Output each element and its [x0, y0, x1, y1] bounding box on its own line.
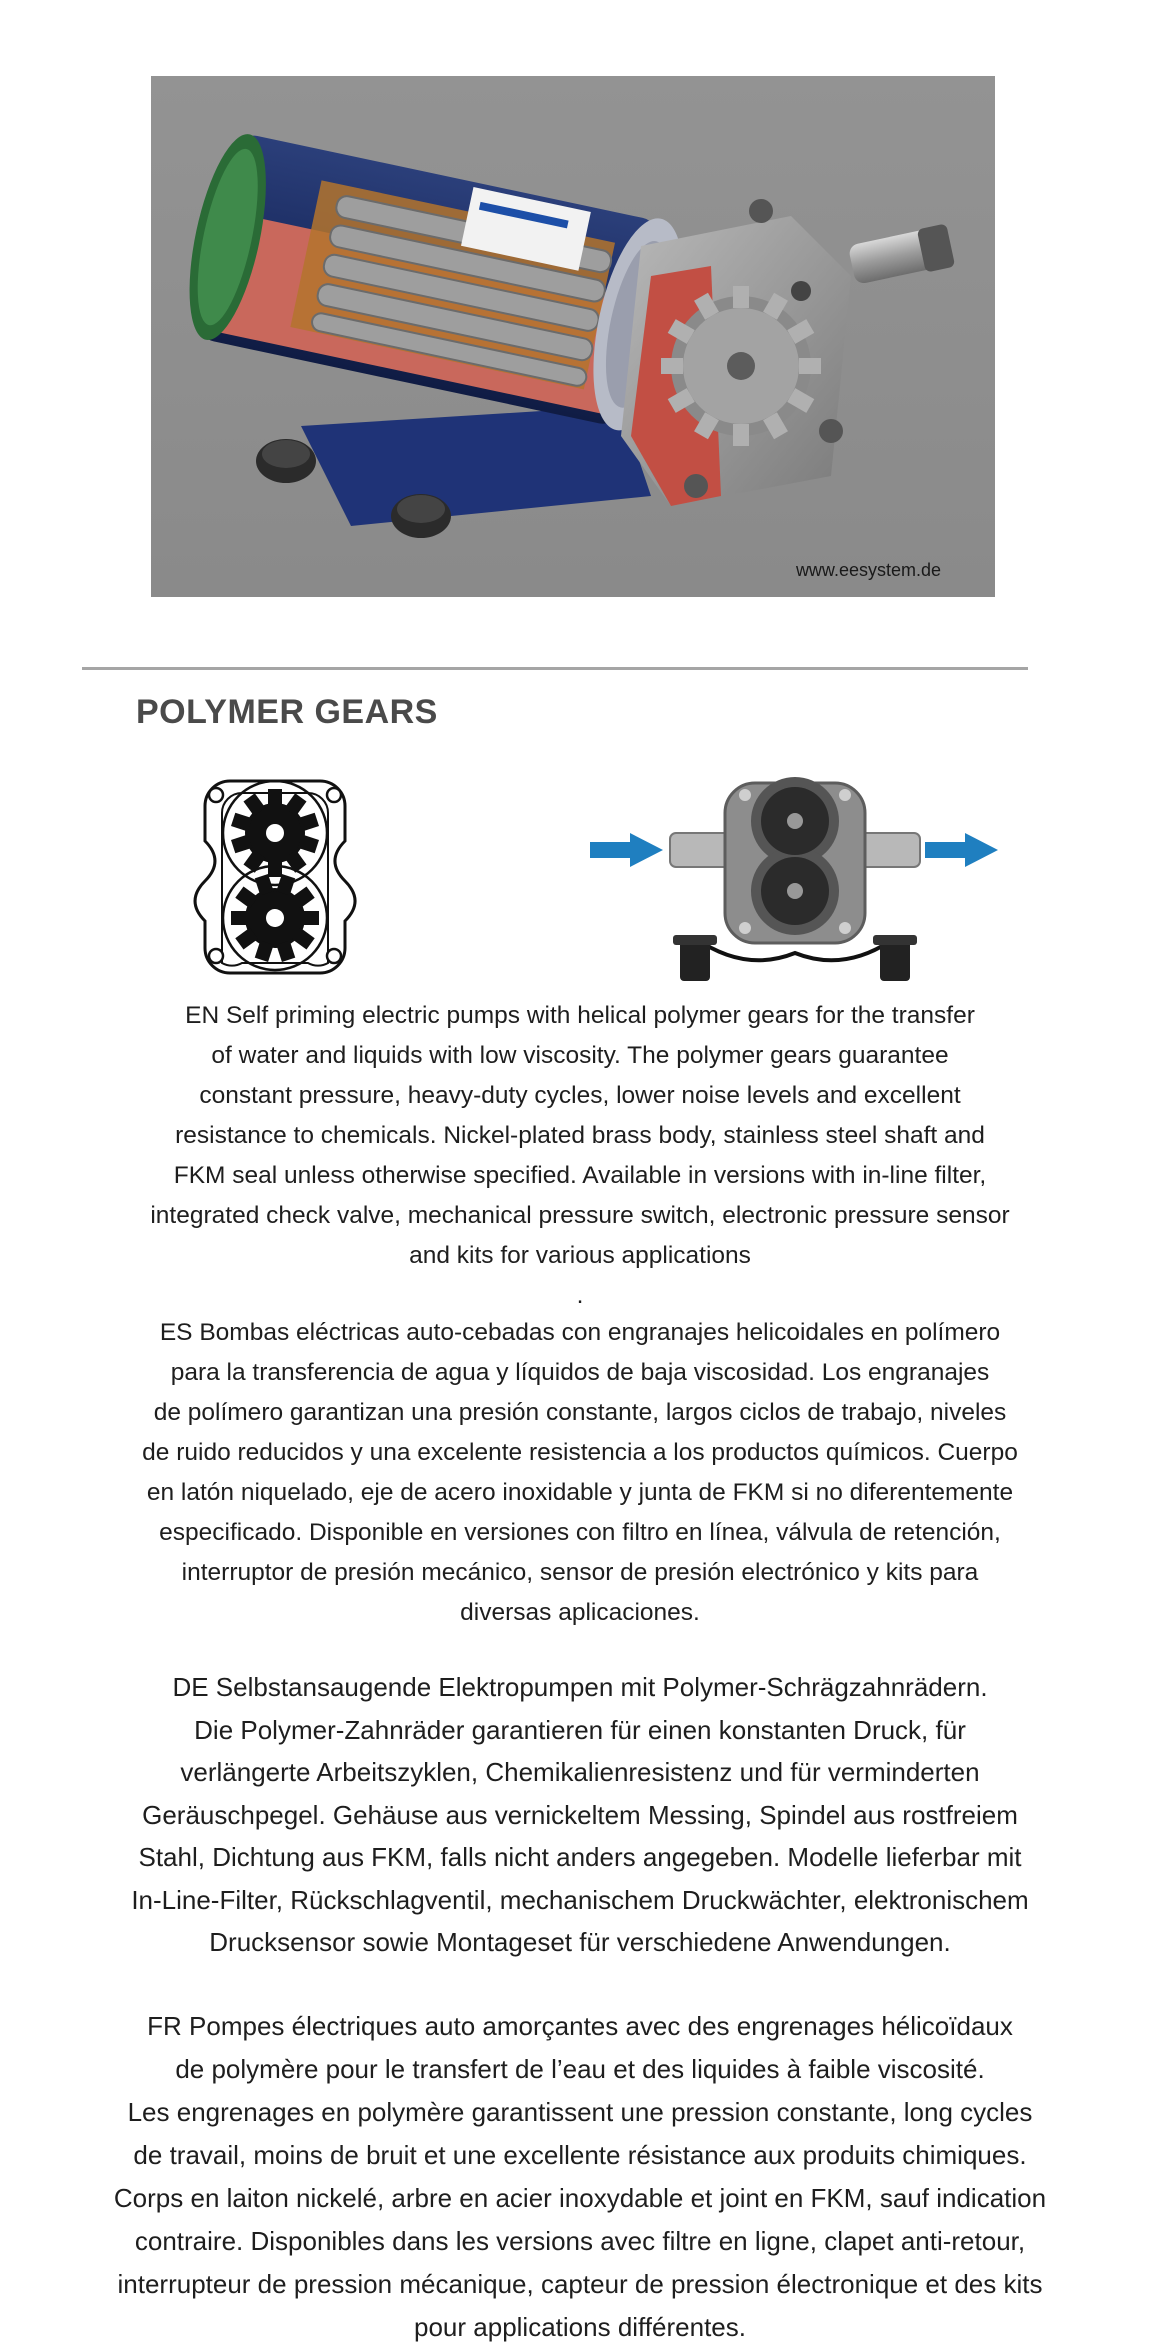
description-line: Corps en laiton nickelé, arbre en acier inoxydable et joint en FKM, sauf indication: [113, 2183, 1047, 2213]
description-fr: [60, 2005, 1100, 2349]
pump-cutaway-image: [151, 76, 995, 597]
pump-flow-icon: [585, 763, 1005, 998]
description-line: de polymère pour le transfert de l’eau et des liquides à faible viscosité.: [175, 2054, 985, 2084]
description-line: FKM seal unless otherwise specified. Available in versions with in-line filter,: [173, 1162, 987, 1189]
description-line: de travail, moins de bruit et une excellente résistance aux produits chimiques.: [133, 2140, 1027, 2170]
outlet-arrow-icon: [925, 833, 998, 867]
separator-dot: .: [576, 1282, 584, 1309]
description-line: resistance to chemicals. Nickel-plated brass body, stainless steel shaft and: [175, 1122, 985, 1149]
description-line: en latón niquelado, eje de acero inoxidable y junta de FKM si no diferentemente: [146, 1479, 1014, 1506]
description-line: ES Bombas eléctricas auto-cebadas con engranajes helicoidales en polímero: [159, 1319, 1001, 1346]
description-line: of water and liquids with low viscosity. The polymer gears guarantee: [211, 1042, 949, 1069]
description-line: de polímero garantizan una presión constante, largos ciclos de trabajo, niveles: [153, 1399, 1007, 1426]
description-line: para la transferencia de agua y líquidos de baja viscosidad. Los engranajes: [170, 1359, 990, 1386]
description-line: and kits for various applications: [409, 1242, 751, 1269]
description-line: interruptor de presión mecánico, sensor de presión electrónico y kits para: [181, 1559, 979, 1586]
description-line: Geräuschpegel. Gehäuse aus vernickeltem Messing, Spindel aus rostfreiem: [142, 1799, 1018, 1830]
description-de: [60, 1666, 1100, 1964]
description-line: diversas aplicaciones.: [460, 1599, 700, 1626]
section-title: POLYMER GEARS: [136, 693, 438, 731]
description-line: Die Polymer-Zahnräder garantieren für einen konstanten Druck, für: [194, 1714, 966, 1745]
description-line: Stahl, Dichtung aus FKM, falls nicht anders angegeben. Modelle lieferbar mit: [138, 1842, 1022, 1872]
description-line: especificado. Disponible en versiones con filtro en línea, válvula de retención,: [159, 1519, 1001, 1546]
description-line: contraire. Disponibles dans les versions avec filtre en ligne, clapet anti-retour,: [134, 2226, 1026, 2256]
description-line: pour applications différentes.: [414, 2312, 746, 2342]
gear-pair-icon: [190, 773, 360, 983]
description-line: Drucksensor sowie Montageset für verschiedene Anwendungen.: [209, 1927, 951, 1957]
watermark-text: www.eesystem.de: [795, 560, 941, 580]
description-line: verlängerte Arbeitszyklen, Chemikalienresistenz und für verminderten: [180, 1757, 980, 1787]
section-divider: [82, 667, 1028, 670]
pump-cutaway-illustration: [151, 76, 995, 597]
description-line: integrated check valve, mechanical pressure switch, electronic pressure sensor: [150, 1202, 1010, 1229]
description-en: [60, 996, 1100, 1276]
description-line: interrupteur de pression mécanique, capteur de pression électronique et des kits: [117, 2269, 1043, 2299]
description-line: de ruido reducidos y una excelente resistencia a los productos químicos. Cuerpo: [142, 1439, 1018, 1466]
description-line: FR Pompes électriques auto amorçantes avec des engrenages hélicoïdaux: [147, 2011, 1013, 2041]
description-line: EN Self priming electric pumps with helical polymer gears for the transfer: [185, 1002, 975, 1029]
description-line: In-Line-Filter, Rückschlagventil, mechanischem Druckwächter, elektronischem: [131, 1884, 1029, 1915]
inlet-arrow-icon: [590, 833, 663, 867]
description-line: DE Selbstansaugende Elektropumpen mit Polymer-Schrägzahnrädern.: [172, 1672, 988, 1702]
description-line: Les engrenages en polymère garantissent une pression constante, long cycles: [127, 2097, 1033, 2127]
description-line: constant pressure, heavy-duty cycles, lower noise levels and excellent: [199, 1082, 961, 1109]
description-es: [60, 1313, 1100, 1633]
